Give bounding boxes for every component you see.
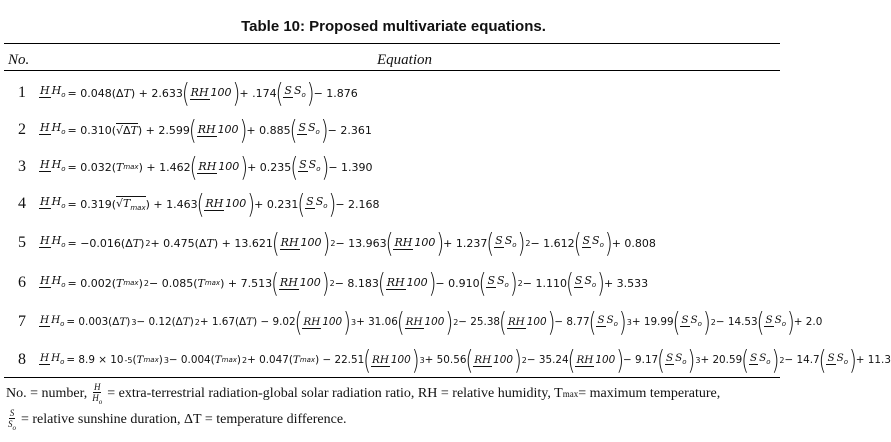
footnote-ratio-fraction: $\frac{H}{H_o}$ (92, 382, 103, 406)
equation-number: 1 (18, 84, 26, 101)
footnote-line2-text: = relative sunshine duration, ΔT = temperature difference. (21, 412, 347, 428)
footnote-line1-text: = extra-terrestrial radiation-global solar radiation ratio, RH = relative humidity, T (107, 386, 563, 402)
equation-number: 2 (18, 121, 26, 138)
header-rule (4, 70, 780, 71)
top-rule (4, 43, 780, 44)
equation-row (0, 223, 787, 263)
equation-number: 4 (18, 195, 26, 212)
table-title: Table 10: Proposed multivariate equations. (241, 18, 546, 35)
equation-number: 6 (18, 274, 26, 291)
equation-formula: H $H_o$ = 8.9 × 10 -5 ( T max ) 3 − 0.004( T max ) 2 + 0.047( T max ) − 22.51 ( RH 100 ) 3 + 50.56 ( RH 100 ) 2 − 35.24 ( RH 100 ) − 9.17 ( S $S_o$ ) 3 + 20.59 ( S $S_o$ ) 2 − 14.7 ( S $S_o$ ) + 11.3 (40, 343, 891, 377)
column-header-equation: Equation (377, 52, 432, 68)
equation-formula: H $H_o$ = 0.032( T max ) + 1.462 ( RH 100 ) + 0.235 ( S $S_o$ ) − 1.390 (40, 150, 373, 184)
footnote-line-2 (6, 408, 347, 433)
equation-formula: H $H_o$ = 0.319( $√T_{max}$ ) + 1.463 ( RH 100 ) + 0.231 ( S $S_o$ ) − 2.168 (40, 187, 380, 221)
footnote-sunshine-fraction: $\frac{S}{S_o}$ (8, 408, 16, 432)
equation-number: 8 (18, 351, 26, 368)
equation-formula: H $H_o$ = 0.310( √ΔT ) + 2.599 ( RH 100 ) + 0.885 ( S $S_o$ ) − 2.361 (40, 113, 372, 147)
equation-row (0, 110, 787, 150)
equation-number: 5 (18, 234, 26, 251)
equation-formula: H $H_o$ = 0.048(Δ T ) + 2.633 ( RH 100 ) + .174 ( S $S_o$ ) − 1.876 (40, 76, 358, 110)
equation-number: 3 (18, 158, 26, 175)
equation-row (0, 147, 787, 187)
equation-row (0, 340, 891, 380)
footnote-prefix: No. = number, (6, 386, 88, 402)
equation-formula: H $H_o$ = −0.016(Δ T ) 2 + 0.475(Δ T ) + 13.621 ( RH 100 ) 2 − 13.963 ( RH 100 ) + 1.237 ( S $S_o$ ) 2 − 1.612 ( S $S_o$ ) + 0.808 (40, 226, 656, 260)
equation-row (0, 73, 787, 113)
equation-formula: H $H_o$ = 0.003(Δ T ) 3 − 0.12(Δ T ) 2 + 1.67(Δ T ) − 9.02 ( RH 100 ) 3 + 31.06 ( RH 100 ) 2 − 25.38 ( RH 100 ) − 8.77 ( S $S_o$ ) 3 + 19.99 ( S $S_o$ ) 2 − 14.53 ( S $S_o$ ) + 2.0 (40, 305, 823, 339)
equation-formula: H $H_o$ = 0.002( T max ) 2 − 0.085( T max ) + 7.513 ( RH 100 ) 2 − 8.183 ( RH 100 ) − 0.910 ( S $S_o$ ) 2 − 1.110 ( S $S_o$ ) + 3.533 (40, 266, 649, 300)
footnote-tmax-def: = maximum temperature, (578, 386, 721, 402)
bottom-rule (4, 377, 780, 378)
equation-row (0, 263, 787, 303)
column-header-no: No. (8, 52, 30, 68)
footnote-line-1 (6, 382, 720, 407)
equation-number: 7 (18, 313, 26, 330)
footnote-tmax-sub: max (562, 389, 579, 400)
equation-row (0, 184, 787, 224)
equation-row (0, 302, 823, 342)
